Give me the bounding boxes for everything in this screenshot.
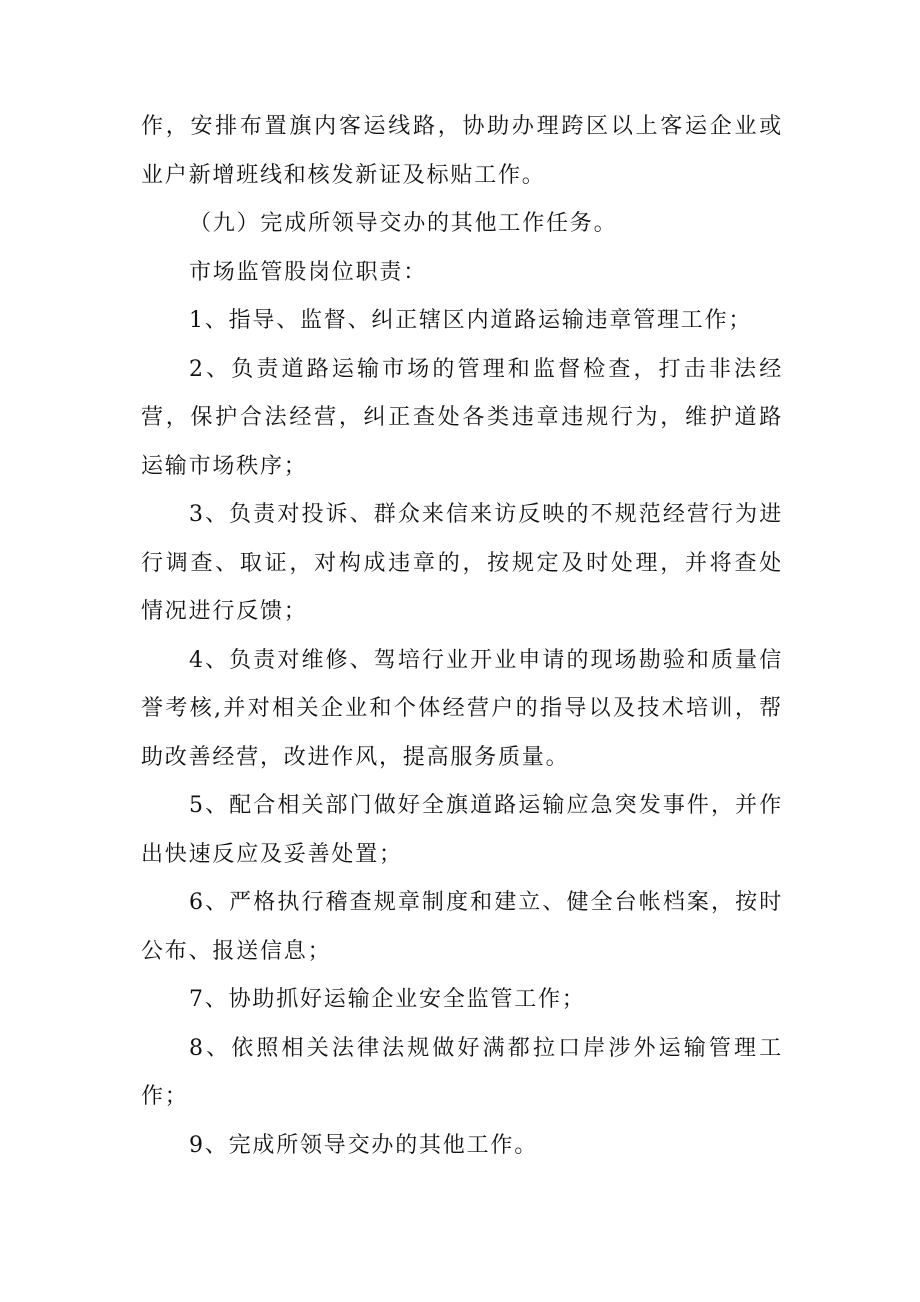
list-item: 5、配合相关部门做好全旗道路运输应急突发事件，并作出快速反应及妥善处置；	[141, 793, 783, 867]
list-item: 2、负责道路运输市场的管理和监督检查，打击非法经营，保护合法经营，纠正查处各类违章违规行为，维护道路运输市场秩序；	[141, 356, 783, 479]
paragraph-item-nine: （九）完成所领导交办的其他工作任务。	[189, 211, 618, 236]
list-item: 4、负责对维修、驾培行业开业申请的现场勘验和质量信誉考核,并对相关企业和个体经营户的指导以及技术培训，帮助改善经营，改进作风，提高服务质量。	[141, 647, 783, 770]
list-item: 9、完成所领导交办的其他工作。	[189, 1132, 538, 1158]
paragraph-continuation: 作，安排布置旗内客运线路，协助办理跨区以上客运企业或业户新增班线和核发新证及标贴工作。	[141, 114, 783, 188]
list-item: 1、指导、监督、纠正辖区内道路运输违章管理工作；	[189, 308, 753, 333]
section-heading: 市场监管股岗位职责：	[189, 259, 428, 285]
document-page	[141, 103, 783, 1170]
list-item: 3、负责对投诉、群众来信来访反映的不规范经营行为进行调查、取证，对构成违章的，按规定及时处理，并将查处情况进行反馈；	[141, 502, 783, 624]
list-item: 8、依照相关法律法规做好满都拉口岸涉外运输管理工作；	[141, 1035, 783, 1109]
list-item: 6、严格执行稽查规章制度和建立、健全台帐档案，按时公布、报送信息；	[141, 890, 783, 964]
list-item: 7、协助抓好运输企业安全监管工作；	[189, 987, 586, 1012]
